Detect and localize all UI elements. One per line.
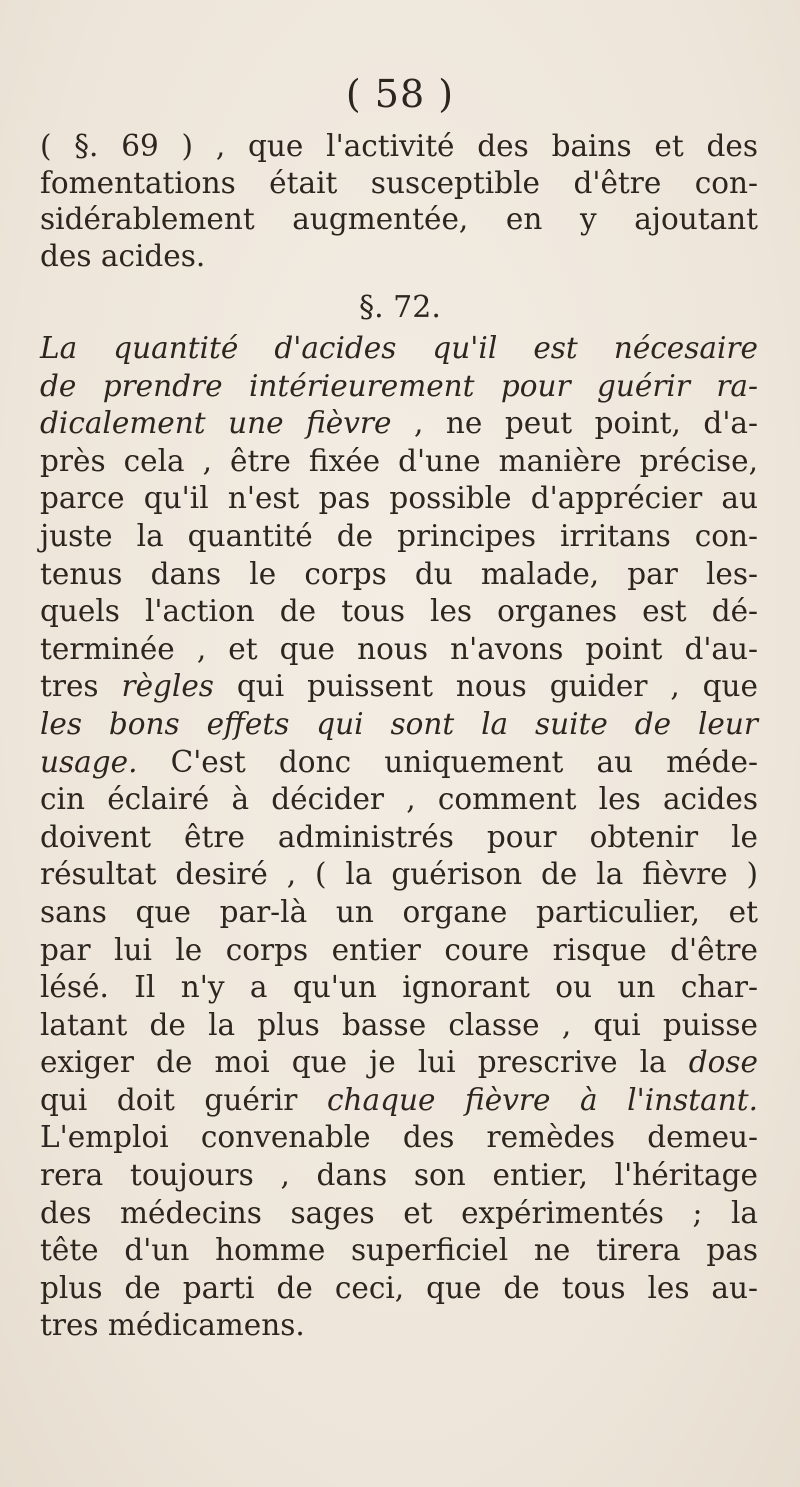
text-line: des acides. [40, 238, 206, 273]
text-line: tête d'un homme superficiel ne tirera pas [40, 1233, 758, 1268]
italic-heading: de prendre intérieurement pour guérir ra- [40, 368, 758, 403]
italic-fragment: dose [688, 1045, 758, 1080]
text-line: L'emploi convenable des remèdes demeu- [40, 1120, 758, 1155]
text-line: par lui le corps entier coure risque d'être [40, 932, 758, 967]
text-line: tenus dans le corps du malade, par les- [40, 556, 758, 591]
text-line: sans que par-là un organe particulier, et [40, 894, 758, 929]
text-line [40, 744, 758, 782]
italic-fragment: chaque fièvre à l'instant. [327, 1082, 758, 1117]
italic-heading: La quantité d'acides qu'il est nécesaire [40, 331, 758, 365]
text-fragment: qui puissent nous guider , que [236, 669, 758, 704]
text-fragment: exiger de moi que je lui prescrive la [40, 1045, 667, 1080]
text-line: rera toujours , dans son entier, l'héritage [40, 1158, 758, 1193]
text-fragment: , ne peut point, d'a- [414, 406, 758, 441]
text-line: doivent être administrés pour obtenir le [40, 819, 758, 854]
paragraph [40, 330, 758, 1345]
text-line: juste la quantité de principes irritans con- [40, 518, 758, 553]
text-line [40, 368, 758, 406]
text-line: quels l'action de tous les organes est dé- [40, 594, 758, 629]
italic-fragment: usage. [40, 744, 138, 779]
text-line: près cela , être fixée d'une manière précise, [40, 443, 758, 478]
text-line [40, 1082, 758, 1120]
text-line [40, 330, 758, 368]
text-line: sidérablement augmentée, en y ajoutant [40, 202, 758, 236]
text-line [40, 1044, 758, 1082]
text-line: cin éclairé à décider , comment les acides [40, 782, 758, 817]
text-fragment: tres [40, 669, 99, 704]
italic-fragment: règles [121, 669, 214, 704]
text-line [40, 706, 758, 744]
italic-heading: dicalement une fièvre [40, 406, 392, 441]
text-line [40, 668, 758, 706]
text-line: fomentations était susceptible d'être con- [40, 165, 758, 200]
intro-text [40, 128, 758, 274]
text-line: plus de parti de ceci, que de tous les au- [40, 1270, 758, 1305]
section-heading: §. 72. [359, 290, 441, 325]
italic-fragment: les bons effets qui sont la suite de leur [40, 706, 758, 741]
text-line: des médecins sages et expérimentés ; la [40, 1195, 758, 1230]
text-line: parce qu'il n'est pas possible d'apprécier au [40, 481, 758, 516]
text-line: tres médicamens. [40, 1308, 305, 1343]
text-fragment: C'est donc uniquement au méde- [170, 744, 758, 779]
text-line: ( §. 69 ) , que l'activité des bains et des [40, 129, 758, 163]
text-fragment: qui doit guérir [40, 1082, 298, 1117]
text-line: lésé. Il n'y a qu'un ignorant ou un char- [40, 970, 758, 1005]
text-line: résultat desiré , ( la guérison de la fièvre ) [40, 857, 758, 892]
page-number: ( 58 ) [345, 72, 455, 116]
text-line [40, 405, 758, 443]
text-line: terminée , et que nous n'avons point d'au- [40, 631, 758, 666]
text-line: latant de la plus basse classe , qui puisse [40, 1007, 758, 1042]
